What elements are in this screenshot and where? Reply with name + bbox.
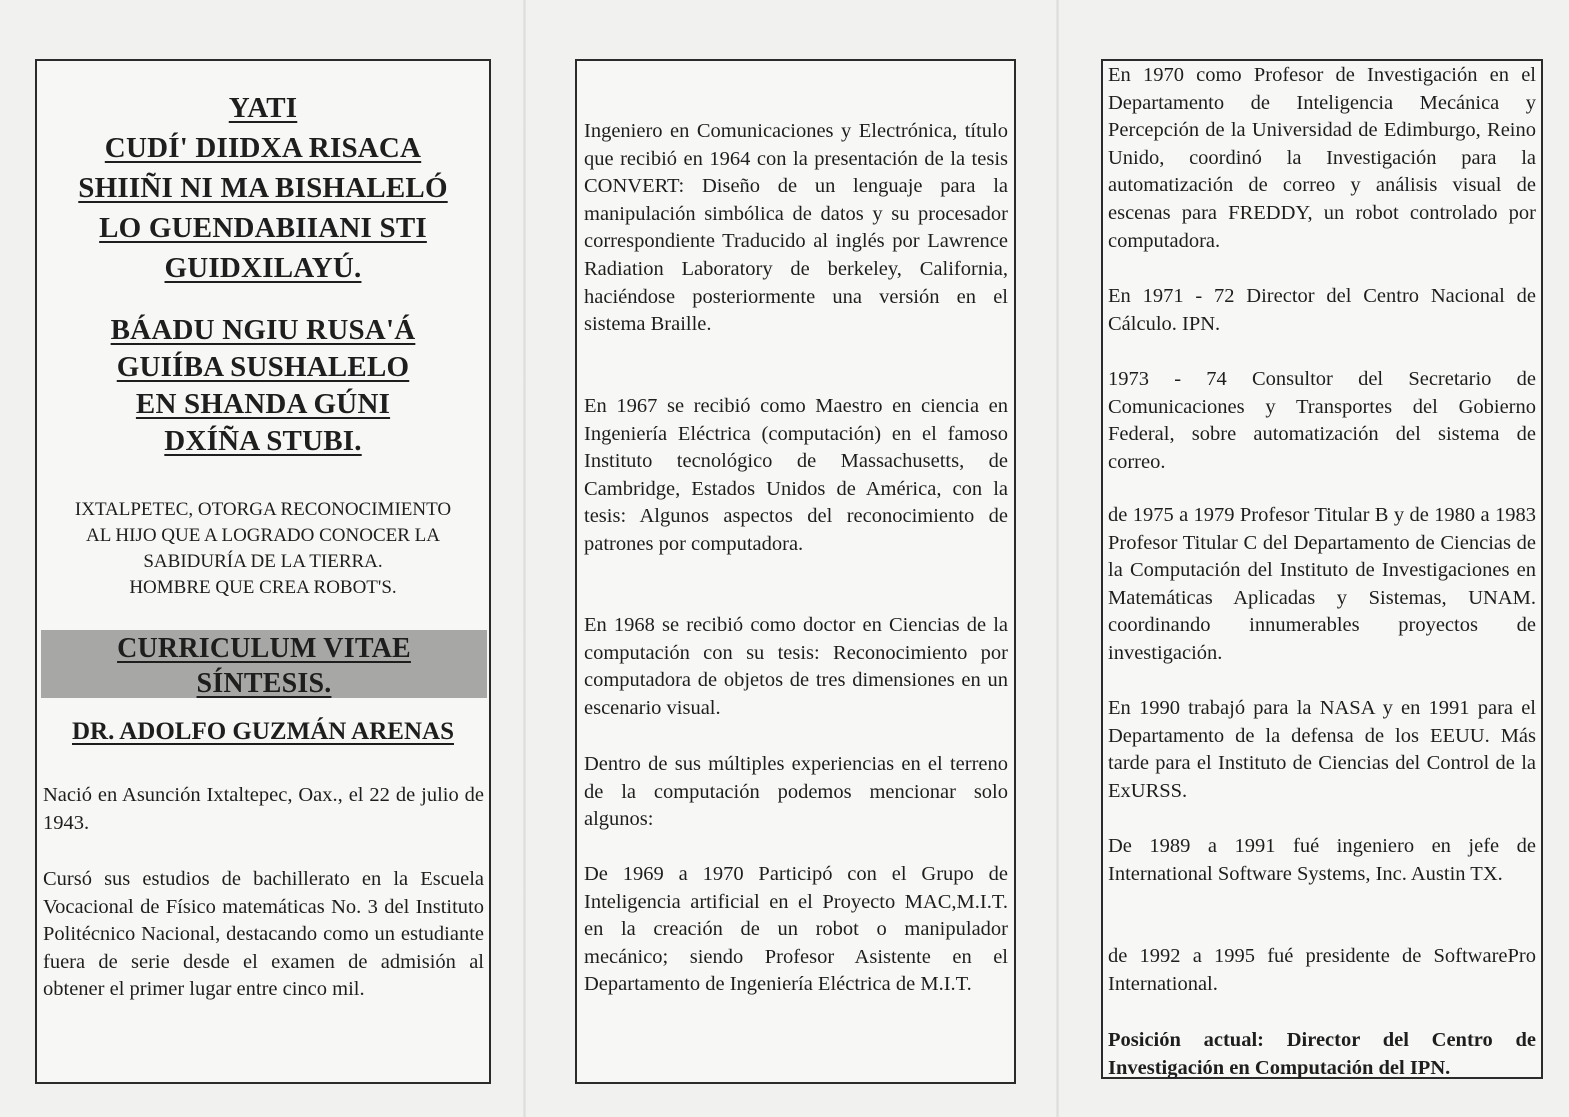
- softwarepro-paragraph: de 1992 a 1995 fué presidente de SoftwarePro International.: [1108, 945, 1536, 995]
- ipn-director-paragraph: En 1971 - 72 Director del Centro Nacional de Cálculo. IPN.: [1108, 285, 1536, 335]
- cv-heading-band: [41, 630, 487, 698]
- cv-heading-line: SÍNTESIS.: [196, 668, 332, 699]
- current-position-paragraph: Posición actual: Director del Centro de Investigación en Computación del IPN.: [1108, 1029, 1536, 1079]
- education-paragraph: Cursó sus estudios de bachillerato en la Escuela Vocacional de Físico matemáticas No. 3 del Instituto Politécnico Nacional, destacando como un estudiante fuera de serie desde el examen de admisión al obtener el primer lugar entre cinco mil.: [43, 868, 484, 1001]
- title-line: CUDÍ' DIIDXA RISACA: [104, 132, 422, 164]
- title-line: BÁADU NGIU RUSA'Á: [110, 314, 416, 346]
- recognition-line: AL HIJO QUE A LOGRADO CONOCER LA: [86, 525, 440, 546]
- recognition-line: HOMBRE QUE CREA ROBOT'S.: [129, 577, 397, 598]
- right-panel: [1101, 59, 1543, 1079]
- title-line: GUIDXILAYÚ.: [164, 252, 362, 284]
- title-line: SHIIÑI NI MA BISHALELÓ: [78, 172, 448, 204]
- fold-crease-left: [523, 0, 526, 1117]
- title-line: DXÍÑA STUBI.: [164, 425, 362, 457]
- zapotec-title-1: [37, 91, 489, 285]
- zapotec-title-2: [37, 313, 489, 458]
- cv-heading-line: CURRICULUM VITAE: [117, 633, 411, 664]
- unam-paragraph: de 1975 a 1979 Profesor Titular B y de 1980 a 1983 Profesor Titular C del Departamento de Ciencias de la Computación del Instituto de Investigaciones en Matemáticas Aplicadas y Sistemas, UNAM. coordinando innumerables proyectos de investigación.: [1108, 504, 1536, 664]
- consultant-paragraph: 1973 - 74 Consultor del Secretario de Comunicaciones y Transportes del Gobierno Federal, sobre automatización del sistema de correo.: [1108, 368, 1536, 473]
- nasa-paragraph: En 1990 trabajó para la NASA y en 1991 para el Departamento de la defensa de los EEUU. Más tarde para el Instituto de Ciencias del Control de la ExURSS.: [1108, 697, 1536, 802]
- doctorate-paragraph: En 1968 se recibió como doctor en Ciencias de la computación con su tesis: Reconocimiento por computadora de objetos de tres dimensiones en un escenario visual.: [584, 614, 1008, 719]
- recognition-line: IXTALPETEC, OTORGA RECONOCIMIENTO: [74, 499, 452, 520]
- experience-intro-paragraph: Dentro de sus múltiples experiencias en el terreno de la computación podemos mencionar solo algunos:: [584, 753, 1008, 831]
- recognition-text: [47, 497, 479, 601]
- title-line: EN SHANDA GÚNI: [135, 388, 391, 420]
- mit-paragraph: De 1969 a 1970 Participó con el Grupo de Inteligencia artificial en el Proyecto MAC,M.I.T. en la creación de un robot o manipulador mecánico; siendo Profesor Asistente en el Departamento de Ingeniería Eléctrica de M.I.T.: [584, 863, 1008, 996]
- edinburgh-paragraph: En 1970 como Profesor de Investigación en el Departamento de Inteligencia Mecánica y Percepción de la Universidad de Edimburgo, Reino Unido, coordinó la Investigación para la automatización de correo y análisis visual de escenas para FREDDY, un robot controlado por computadora.: [1108, 64, 1536, 252]
- masters-paragraph: En 1967 se recibió como Maestro en ciencia en Ingeniería Eléctrica (computación) en el famoso Instituto tecnológico de Massachusetts, de Cambridge, Estados Unidos de América, con la tesis: Algunos aspectos del reconocimiento de patrones por computadora.: [584, 395, 1008, 555]
- title-line: YATI: [228, 92, 298, 124]
- iss-paragraph: De 1989 a 1991 fué ingeniero en jefe de International Software Systems, Inc. Austin TX.: [1108, 835, 1536, 885]
- fold-crease-right: [1056, 0, 1059, 1117]
- title-line: LO GUENDABIIANI STI: [99, 212, 427, 244]
- left-panel: [35, 59, 491, 1084]
- person-name: DR. ADOLFO GUZMÁN ARENAS: [72, 718, 454, 745]
- recognition-line: SABIDURÍA DE LA TIERRA.: [143, 551, 383, 572]
- engineering-paragraph: Ingeniero en Comunicaciones y Electrónica, título que recibió en 1964 con la presentación de la tesis CONVERT: Diseño de un lenguaje para la manipulación simbólica de datos y su procesador correspondiente Traducido al inglés por Lawrence Radiation Laboratory de berkeley, California, haciéndose posteriormente una versión en el sistema Braille.: [584, 120, 1008, 336]
- middle-panel: [575, 59, 1016, 1084]
- birth-paragraph: Nació en Asunción Ixtaltepec, Oax., el 22 de julio de 1943.: [43, 784, 484, 834]
- title-line: GUIÍBA SUSHALELO: [116, 351, 410, 383]
